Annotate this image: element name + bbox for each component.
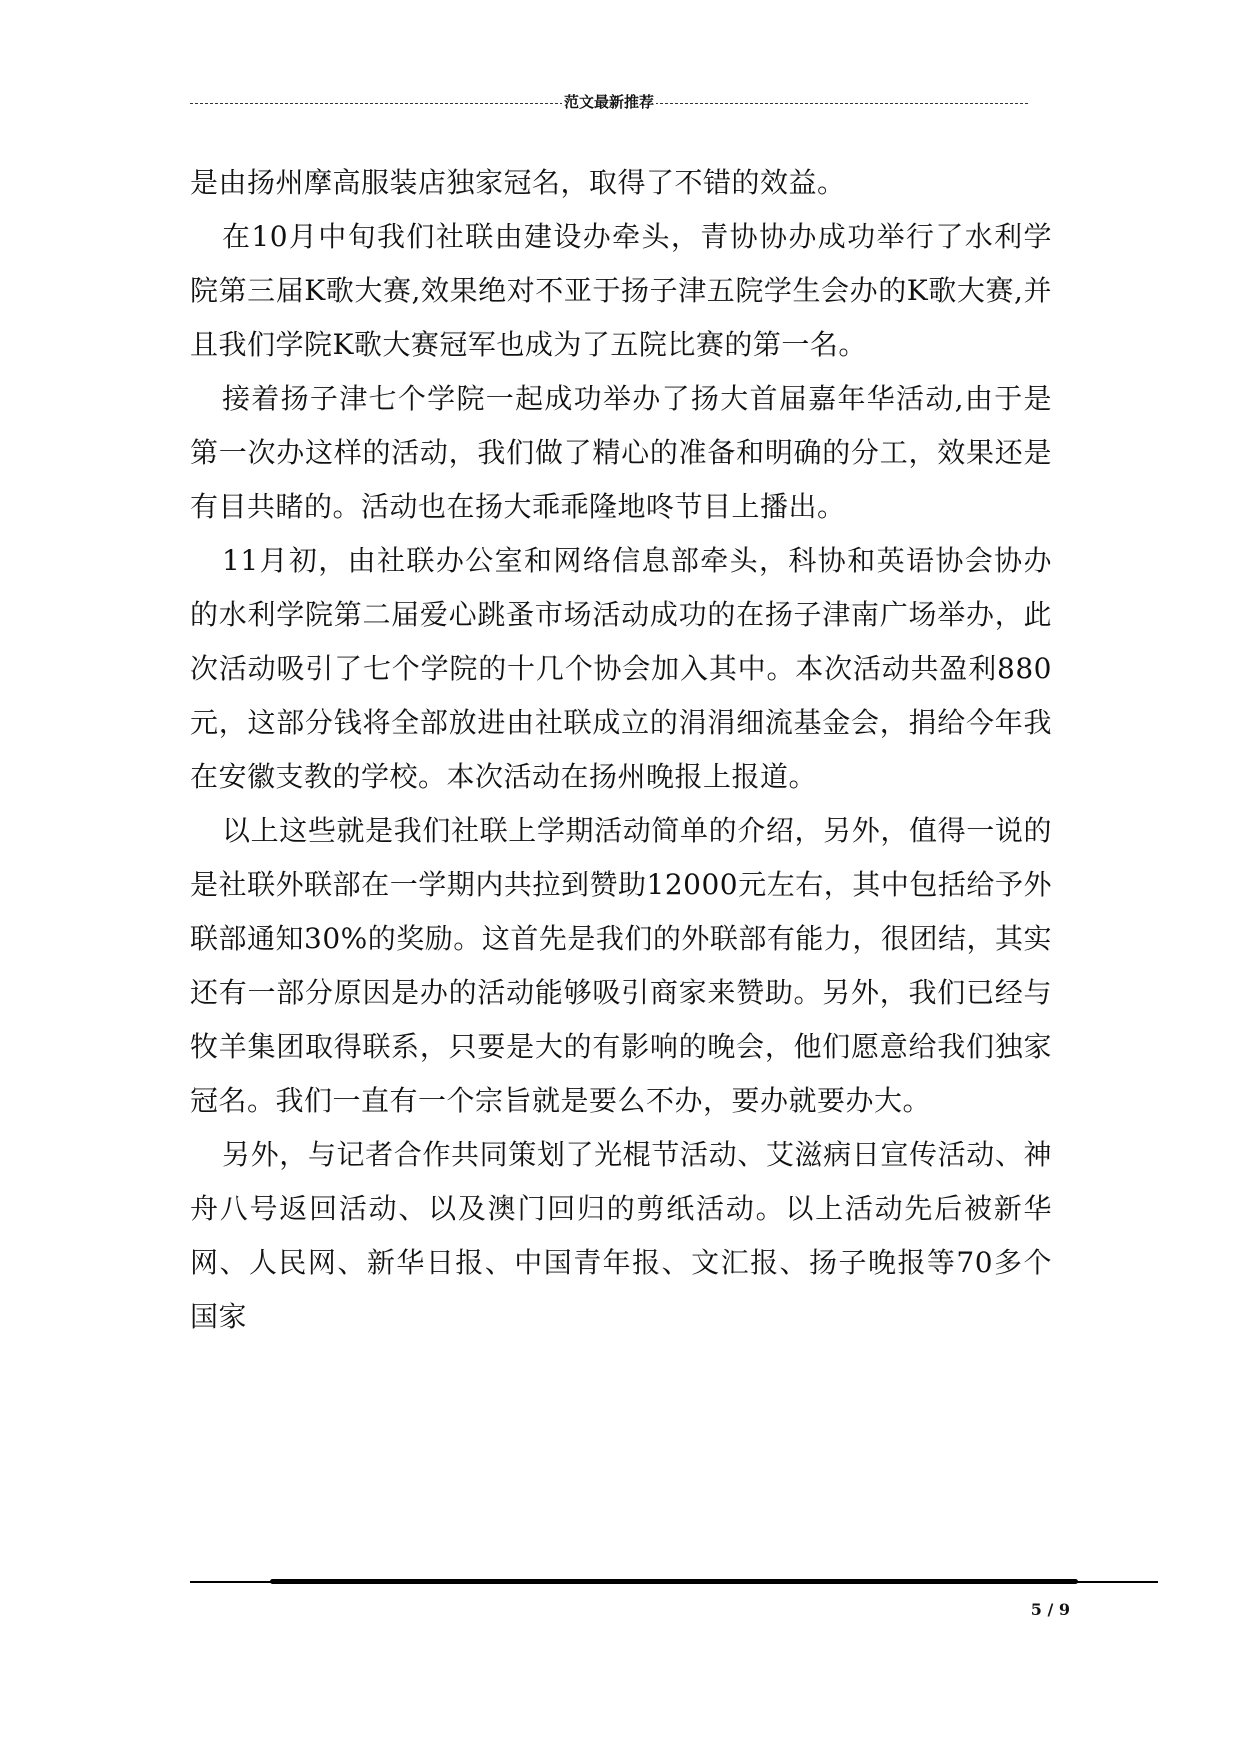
paragraph: 另外，与记者合作共同策划了光棍节活动、艾滋病日宣传活动、神舟八号返回活动、以及澳门回归的剪纸活动。以上活动先后被新华网、人民网、新华日报、中国青年报、文汇报、扬子晚报等70多个国家: [190, 1138, 1052, 1333]
paragraph: 接着扬子津七个学院一起成功举办了扬大首届嘉年华活动,由于是第一次办这样的活动，我们做了精心的准备和明确的分工，效果还是有目共睹的。活动也在扬大乖乖隆地咚节目上播出。: [190, 382, 1052, 523]
page-header: [190, 90, 1028, 114]
paragraph: 11月初，由社联办公室和网络信息部牵头，科协和英语协会协办的水利学院第二届爱心跳蚤市场活动成功的在扬子津南广场举办，此次活动吸引了七个学院的十几个协会加入其中。本次活动共盈利880元，这部分钱将全部放进由社联成立的涓涓细流基金会，捐给今年我在安徽支教的学校。本次活动在扬州晚报上报道。: [190, 544, 1052, 793]
footer-rule-thick: [270, 1579, 1078, 1584]
paragraph: 在10月中旬我们社联由建设办牵头，青协协办成功举行了水利学院第三届K歌大赛,效果绝对不亚于扬子津五院学生会办的K歌大赛,并且我们学院K歌大赛冠军也成为了五院比赛的第一名。: [190, 220, 1052, 361]
header-title: 范文最新推荐: [562, 90, 656, 114]
paragraph: 是由扬州摩高服装店独家冠名，取得了不错的效益。: [190, 166, 846, 199]
footer-rule: [190, 1579, 1158, 1585]
page-number: 5 / 9: [1030, 1600, 1070, 1619]
document-body: [190, 156, 1052, 1344]
paragraph: 以上这些就是我们社联上学期活动简单的介绍，另外，值得一说的是社联外联部在一学期内共拉到赞助12000元左右，其中包括给予外联部通知30%的奖励。这首先是我们的外联部有能力，很团结，其实还有一部分原因是办的活动能够吸引商家来赞助。另外，我们已经与牧羊集团取得联系，只要是大的有影响的晚会，他们愿意给我们独家冠名。我们一直有一个宗旨就是要么不办，要办就要办大。: [190, 814, 1052, 1117]
